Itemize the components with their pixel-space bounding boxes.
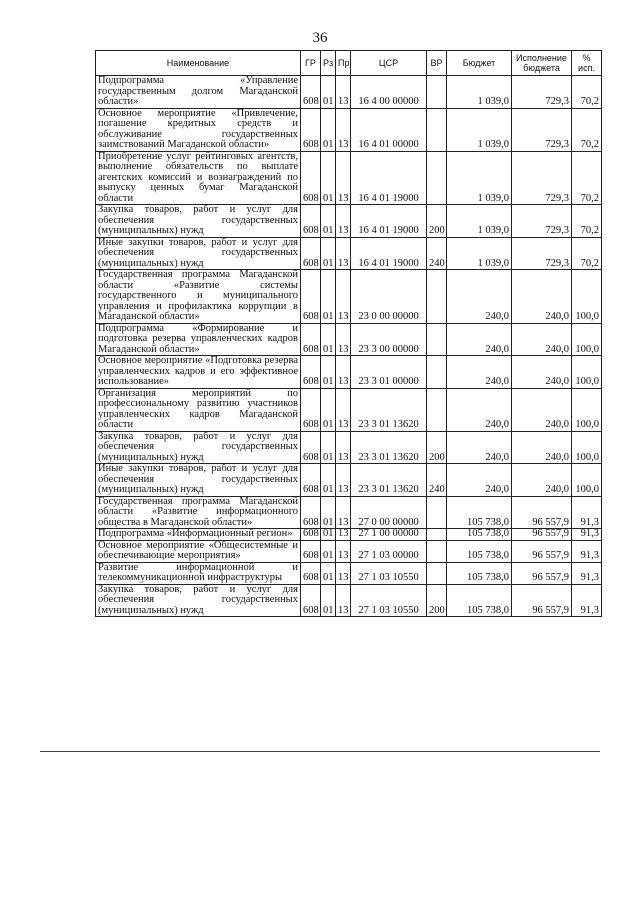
percent-cell: 91,3 bbox=[572, 562, 602, 584]
percent-cell: 70,2 bbox=[572, 205, 602, 238]
pr-cell: 13 bbox=[336, 108, 351, 151]
budget-cell: 1 039,0 bbox=[447, 237, 512, 270]
name-cell: Закупка товаров, работ и услуг для обеспечения государственных (муниципальных) нужд bbox=[96, 584, 301, 617]
percent-cell: 100,0 bbox=[572, 356, 602, 389]
budget-cell: 240,0 bbox=[447, 356, 512, 389]
execution-cell: 729,3 bbox=[512, 151, 572, 205]
header-execution: Исполнение бюджета bbox=[512, 51, 572, 76]
bottom-divider bbox=[40, 751, 600, 752]
gr-cell: 608 bbox=[301, 584, 321, 617]
rz-cell: 01 bbox=[321, 388, 336, 431]
gr-cell: 608 bbox=[301, 76, 321, 109]
execution-cell: 729,3 bbox=[512, 205, 572, 238]
rz-cell: 01 bbox=[321, 108, 336, 151]
csr-cell: 23 3 01 13620 bbox=[351, 431, 427, 464]
vr-cell bbox=[427, 562, 447, 584]
table-row bbox=[96, 151, 602, 205]
csr-cell: 16 4 01 19000 bbox=[351, 151, 427, 205]
execution-cell: 96 557,9 bbox=[512, 496, 572, 529]
pr-cell: 13 bbox=[336, 205, 351, 238]
budget-cell: 105 738,0 bbox=[447, 529, 512, 541]
table-row bbox=[96, 237, 602, 270]
budget-cell: 240,0 bbox=[447, 431, 512, 464]
gr-cell: 608 bbox=[301, 108, 321, 151]
csr-cell: 16 4 01 19000 bbox=[351, 237, 427, 270]
vr-cell bbox=[427, 496, 447, 529]
name-cell: Приобретение услуг рейтинговых агентств, выполнение обязательств по выплате агентских комиссий и вознаграждений по выпуску ценных бумаг Магаданской области bbox=[96, 151, 301, 205]
percent-cell: 100,0 bbox=[572, 323, 602, 356]
execution-cell: 240,0 bbox=[512, 323, 572, 356]
name-cell: Основное мероприятие «Привлечение, погашение кредитных средств и обслуживание государственных заимствований Магаданской области» bbox=[96, 108, 301, 151]
table-row bbox=[96, 323, 602, 356]
rz-cell: 01 bbox=[321, 464, 336, 497]
percent-cell: 91,3 bbox=[572, 584, 602, 617]
gr-cell: 608 bbox=[301, 431, 321, 464]
table-row bbox=[96, 356, 602, 389]
budget-cell: 1 039,0 bbox=[447, 205, 512, 238]
vr-cell bbox=[427, 76, 447, 109]
page-number: 36 bbox=[312, 30, 328, 46]
pr-cell: 13 bbox=[336, 323, 351, 356]
budget-cell: 105 738,0 bbox=[447, 584, 512, 617]
header-vr: ВР bbox=[427, 51, 447, 76]
csr-cell: 27 1 03 10550 bbox=[351, 584, 427, 617]
vr-cell: 200 bbox=[427, 431, 447, 464]
csr-cell: 27 1 03 10550 bbox=[351, 562, 427, 584]
vr-cell: 200 bbox=[427, 584, 447, 617]
csr-cell: 27 1 03 00000 bbox=[351, 540, 427, 562]
csr-cell: 16 4 01 00000 bbox=[351, 108, 427, 151]
rz-cell: 01 bbox=[321, 356, 336, 389]
table-row bbox=[96, 431, 602, 464]
vr-cell bbox=[427, 151, 447, 205]
execution-cell: 240,0 bbox=[512, 464, 572, 497]
vr-cell: 240 bbox=[427, 237, 447, 270]
rz-cell: 01 bbox=[321, 562, 336, 584]
name-cell: Иные закупки товаров, работ и услуг для обеспечения государственных (муниципальных) нужд bbox=[96, 237, 301, 270]
budget-cell: 1 039,0 bbox=[447, 108, 512, 151]
table-row bbox=[96, 584, 602, 617]
budget-cell: 105 738,0 bbox=[447, 562, 512, 584]
execution-cell: 729,3 bbox=[512, 237, 572, 270]
execution-cell: 240,0 bbox=[512, 356, 572, 389]
name-cell: Основное мероприятие «Подготовка резерва управленческих кадров и его эффективное использование» bbox=[96, 356, 301, 389]
budget-cell: 240,0 bbox=[447, 388, 512, 431]
gr-cell: 608 bbox=[301, 356, 321, 389]
name-cell: Закупка товаров, работ и услуг для обеспечения государственных (муниципальных) нужд bbox=[96, 431, 301, 464]
percent-cell: 70,2 bbox=[572, 237, 602, 270]
rz-cell: 01 bbox=[321, 76, 336, 109]
table-row bbox=[96, 464, 602, 497]
percent-cell: 70,2 bbox=[572, 76, 602, 109]
header-rz: Рз bbox=[321, 51, 336, 76]
rz-cell: 01 bbox=[321, 431, 336, 464]
header-budget: Бюджет bbox=[447, 51, 512, 76]
execution-cell: 240,0 bbox=[512, 388, 572, 431]
name-cell: Развитие информационной и телекоммуникационной инфраструктуры bbox=[96, 562, 301, 584]
csr-cell: 23 3 01 00000 bbox=[351, 356, 427, 389]
table-row bbox=[96, 108, 602, 151]
gr-cell: 608 bbox=[301, 496, 321, 529]
vr-cell: 240 bbox=[427, 464, 447, 497]
percent-cell: 91,3 bbox=[572, 496, 602, 529]
percent-cell: 70,2 bbox=[572, 108, 602, 151]
percent-cell: 100,0 bbox=[572, 388, 602, 431]
header-percent: % исп. bbox=[572, 51, 602, 76]
gr-cell: 608 bbox=[301, 464, 321, 497]
percent-cell: 91,3 bbox=[572, 540, 602, 562]
gr-cell: 608 bbox=[301, 388, 321, 431]
name-cell: Государственная программа Магаданской области «Развитие системы государственного и муниципального управления и профилактика коррупции в Магаданской области» bbox=[96, 270, 301, 324]
rz-cell: 01 bbox=[321, 540, 336, 562]
execution-cell: 96 557,9 bbox=[512, 584, 572, 617]
name-cell: Основное мероприятие «Общесистемные и обеспечивающие мероприятия» bbox=[96, 540, 301, 562]
table-row bbox=[96, 562, 602, 584]
table-row bbox=[96, 529, 602, 541]
pr-cell: 13 bbox=[336, 356, 351, 389]
csr-cell: 23 3 01 13620 bbox=[351, 464, 427, 497]
pr-cell: 13 bbox=[336, 431, 351, 464]
header-name: Наименование bbox=[96, 51, 301, 76]
table-header-row bbox=[96, 51, 602, 76]
execution-cell: 729,3 bbox=[512, 76, 572, 109]
vr-cell bbox=[427, 356, 447, 389]
rz-cell: 01 bbox=[321, 151, 336, 205]
gr-cell: 608 bbox=[301, 540, 321, 562]
percent-cell: 100,0 bbox=[572, 270, 602, 324]
name-cell: Организация мероприятий по профессиональному развитию участников управленческих кадров Магаданской области bbox=[96, 388, 301, 431]
table-row bbox=[96, 496, 602, 529]
table-row bbox=[96, 540, 602, 562]
name-cell: Государственная программа Магаданской области «Развитие информационного общества в Магаданской области» bbox=[96, 496, 301, 529]
name-cell: Подпрограмма «Информационный регион» bbox=[96, 529, 301, 541]
percent-cell: 100,0 bbox=[572, 431, 602, 464]
pr-cell: 13 bbox=[336, 562, 351, 584]
csr-cell: 27 1 00 00000 bbox=[351, 529, 427, 541]
gr-cell: 608 bbox=[301, 151, 321, 205]
table-row bbox=[96, 76, 602, 109]
pr-cell: 13 bbox=[336, 270, 351, 324]
pr-cell: 13 bbox=[336, 529, 351, 541]
execution-cell: 96 557,9 bbox=[512, 540, 572, 562]
execution-cell: 240,0 bbox=[512, 431, 572, 464]
rz-cell: 01 bbox=[321, 205, 336, 238]
execution-cell: 729,3 bbox=[512, 108, 572, 151]
pr-cell: 13 bbox=[336, 496, 351, 529]
csr-cell: 23 3 01 13620 bbox=[351, 388, 427, 431]
gr-cell: 608 bbox=[301, 562, 321, 584]
gr-cell: 608 bbox=[301, 205, 321, 238]
budget-cell: 105 738,0 bbox=[447, 496, 512, 529]
budget-cell: 105 738,0 bbox=[447, 540, 512, 562]
pr-cell: 13 bbox=[336, 540, 351, 562]
table-row bbox=[96, 270, 602, 324]
table-row bbox=[96, 388, 602, 431]
rz-cell: 01 bbox=[321, 323, 336, 356]
header-pr: Пр bbox=[336, 51, 351, 76]
pr-cell: 13 bbox=[336, 464, 351, 497]
execution-cell: 96 557,9 bbox=[512, 562, 572, 584]
name-cell: Иные закупки товаров, работ и услуг для обеспечения государственных (муниципальных) нужд bbox=[96, 464, 301, 497]
rz-cell: 01 bbox=[321, 529, 336, 541]
gr-cell: 608 bbox=[301, 270, 321, 324]
budget-cell: 1 039,0 bbox=[447, 151, 512, 205]
rz-cell: 01 bbox=[321, 496, 336, 529]
header-gr: ГР bbox=[301, 51, 321, 76]
vr-cell bbox=[427, 540, 447, 562]
pr-cell: 13 bbox=[336, 151, 351, 205]
pr-cell: 13 bbox=[336, 584, 351, 617]
vr-cell bbox=[427, 388, 447, 431]
csr-cell: 16 4 00 00000 bbox=[351, 76, 427, 109]
percent-cell: 100,0 bbox=[572, 464, 602, 497]
rz-cell: 01 bbox=[321, 237, 336, 270]
vr-cell: 200 bbox=[427, 205, 447, 238]
pr-cell: 13 bbox=[336, 388, 351, 431]
name-cell: Подпрограмма «Формирование и подготовка резерва управленческих кадров Магаданской области» bbox=[96, 323, 301, 356]
rz-cell: 01 bbox=[321, 584, 336, 617]
csr-cell: 27 0 00 00000 bbox=[351, 496, 427, 529]
pr-cell: 13 bbox=[336, 237, 351, 270]
gr-cell: 608 bbox=[301, 237, 321, 270]
gr-cell: 608 bbox=[301, 529, 321, 541]
budget-cell: 1 039,0 bbox=[447, 76, 512, 109]
csr-cell: 16 4 01 19000 bbox=[351, 205, 427, 238]
gr-cell: 608 bbox=[301, 323, 321, 356]
vr-cell bbox=[427, 323, 447, 356]
budget-table bbox=[95, 50, 602, 617]
csr-cell: 23 3 00 00000 bbox=[351, 323, 427, 356]
execution-cell: 96 557,9 bbox=[512, 529, 572, 541]
name-cell: Подпрограмма «Управление государственным долгом Магаданской области» bbox=[96, 76, 301, 109]
execution-cell: 240,0 bbox=[512, 270, 572, 324]
vr-cell bbox=[427, 108, 447, 151]
header-csr: ЦСР bbox=[351, 51, 427, 76]
name-cell: Закупка товаров, работ и услуг для обеспечения государственных (муниципальных) нужд bbox=[96, 205, 301, 238]
vr-cell bbox=[427, 529, 447, 541]
pr-cell: 13 bbox=[336, 76, 351, 109]
rz-cell: 01 bbox=[321, 270, 336, 324]
percent-cell: 91,3 bbox=[572, 529, 602, 541]
vr-cell bbox=[427, 270, 447, 324]
csr-cell: 23 0 00 00000 bbox=[351, 270, 427, 324]
budget-cell: 240,0 bbox=[447, 464, 512, 497]
table-row bbox=[96, 205, 602, 238]
budget-cell: 240,0 bbox=[447, 270, 512, 324]
budget-cell: 240,0 bbox=[447, 323, 512, 356]
percent-cell: 70,2 bbox=[572, 151, 602, 205]
